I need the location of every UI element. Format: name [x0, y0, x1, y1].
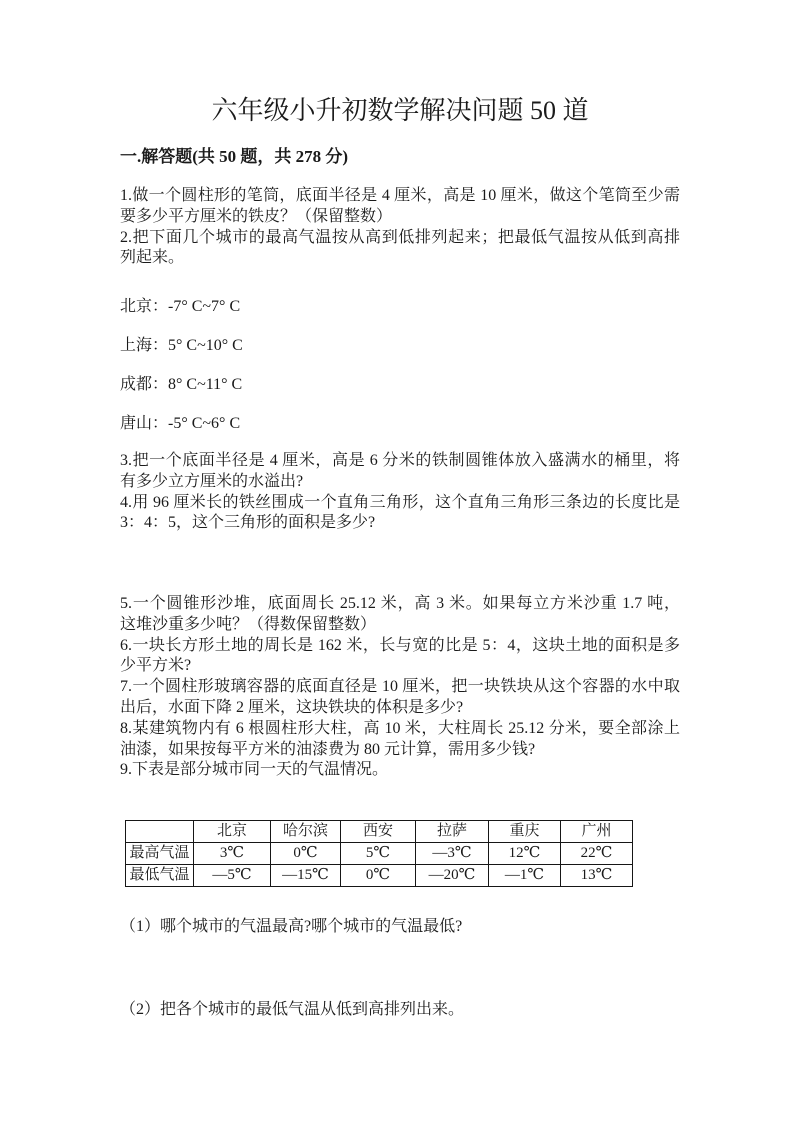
section-heading: 一.解答题(共 50 题，共 278 分) — [120, 147, 349, 166]
question-2-line-2: 列起来。 — [120, 249, 185, 267]
table-header-cell-lasa: 拉萨 — [416, 821, 489, 843]
table-cell: 3℃ — [194, 843, 271, 865]
question-5-line-1: 5.一个圆锥形沙堆，底面周长 25.12 米，高 3 米。如果每立方米沙重 1.7 吨， — [120, 595, 680, 612]
city-temp-chengdu: 成都：8° C~11° C — [120, 375, 243, 393]
table-cell: —1℃ — [489, 865, 561, 887]
question-1-line-1: 1.做一个圆柱形的笔筒，底面半径是 4 厘米，高是 10 厘米，做这个笔筒至少需 — [120, 187, 680, 204]
question-4-line-2: 3：4：5，这个三角形的面积是多少? — [120, 514, 376, 532]
table-cell: —20℃ — [416, 865, 489, 887]
temperature-table — [125, 820, 633, 887]
table-row-label: 最高气温 — [126, 843, 194, 865]
city-temp-tangshan: 唐山：-5° C~6° C — [120, 414, 241, 432]
table-header-cell-xian: 西安 — [341, 821, 416, 843]
table-cell: —3℃ — [416, 843, 489, 865]
table-cell: 5℃ — [341, 843, 416, 865]
question-2-line-1: 2.把下面几个城市的最高气温按从高到低排列起来；把最低气温按从低到高排 — [120, 228, 680, 246]
question-6-line-1: 6.一块长方形土地的周长是 162 米，长与宽的比是 5：4，这块土地的面积是多 — [120, 636, 680, 654]
questions-block-3-4 — [120, 451, 680, 534]
city-temp-shanghai: 上海：5° C~10° C — [120, 336, 243, 354]
table-row-max-temp — [126, 843, 633, 865]
table-header-row — [126, 821, 633, 843]
table-header-cell-guangzhou: 广州 — [561, 821, 633, 843]
table-row-label: 最低气温 — [126, 865, 194, 887]
city-temperature-list — [120, 297, 680, 453]
page-title: 六年级小升初数学解决问题 50 道 — [211, 96, 589, 125]
question-8-line-1: 8.某建筑物内有 6 根圆柱形大柱，高 10 米，大柱周长 25.12 分米，要全部涂上 — [120, 719, 680, 737]
question-3-line-2: 有多少立方厘米的水溢出? — [120, 472, 304, 490]
sub-question-2: （2）把各个城市的最低气温从低到高排列出来。 — [120, 1001, 465, 1018]
questions-block-1-2 — [120, 186, 680, 269]
table-cell: 13℃ — [561, 865, 633, 887]
table-cell: 22℃ — [561, 843, 633, 865]
question-9-line: 9.下表是部分城市同一天的气温情况。 — [120, 761, 389, 779]
sub-question-1: （1）哪个城市的气温最高?哪个城市的气温最低? — [120, 918, 463, 935]
table-cell: 12℃ — [489, 843, 561, 865]
table-cell: 0℃ — [271, 843, 341, 865]
questions-block-5-9 — [120, 594, 680, 781]
question-5-line-2: 这堆沙重多少吨？（得数保留整数） — [120, 615, 377, 633]
question-1-line-2: 要多少平方厘米的铁皮？（保留整数） — [120, 207, 393, 225]
question-7-line-1: 7.一个圆柱形玻璃容器的底面直径是 10 厘米，把一块铁块从这个容器的水中取 — [120, 678, 680, 696]
question-7-line-2: 出后，水面下降 2 厘米，这块铁块的体积是多少? — [120, 698, 464, 716]
table-row-min-temp — [126, 865, 633, 887]
table-cell: —5℃ — [194, 865, 271, 887]
table-header-cell-haerbin: 哈尔滨 — [271, 821, 341, 843]
table-cell: —15℃ — [271, 865, 341, 887]
question-3-line-1: 3.把一个底面半径是 4 厘米，高是 6 分米的铁制圆锥体放入盛满水的桶里，将 — [120, 452, 680, 469]
table-header-cell-empty — [126, 821, 194, 843]
table-header-cell-chongqing: 重庆 — [489, 821, 561, 843]
question-6-line-2: 少平方米? — [120, 657, 192, 675]
question-4-line-1: 4.用 96 厘米长的铁丝围成一个直角三角形，这个直角三角形三条边的长度比是 — [120, 493, 680, 511]
table-cell: 0℃ — [341, 865, 416, 887]
city-temp-beijing: 北京：-7° C~7° C — [120, 298, 241, 315]
question-8-line-2: 油漆，如果按每平方米的油漆费为 80 元计算，需用多少钱? — [120, 740, 536, 758]
table-header-cell-beijing: 北京 — [194, 821, 271, 843]
